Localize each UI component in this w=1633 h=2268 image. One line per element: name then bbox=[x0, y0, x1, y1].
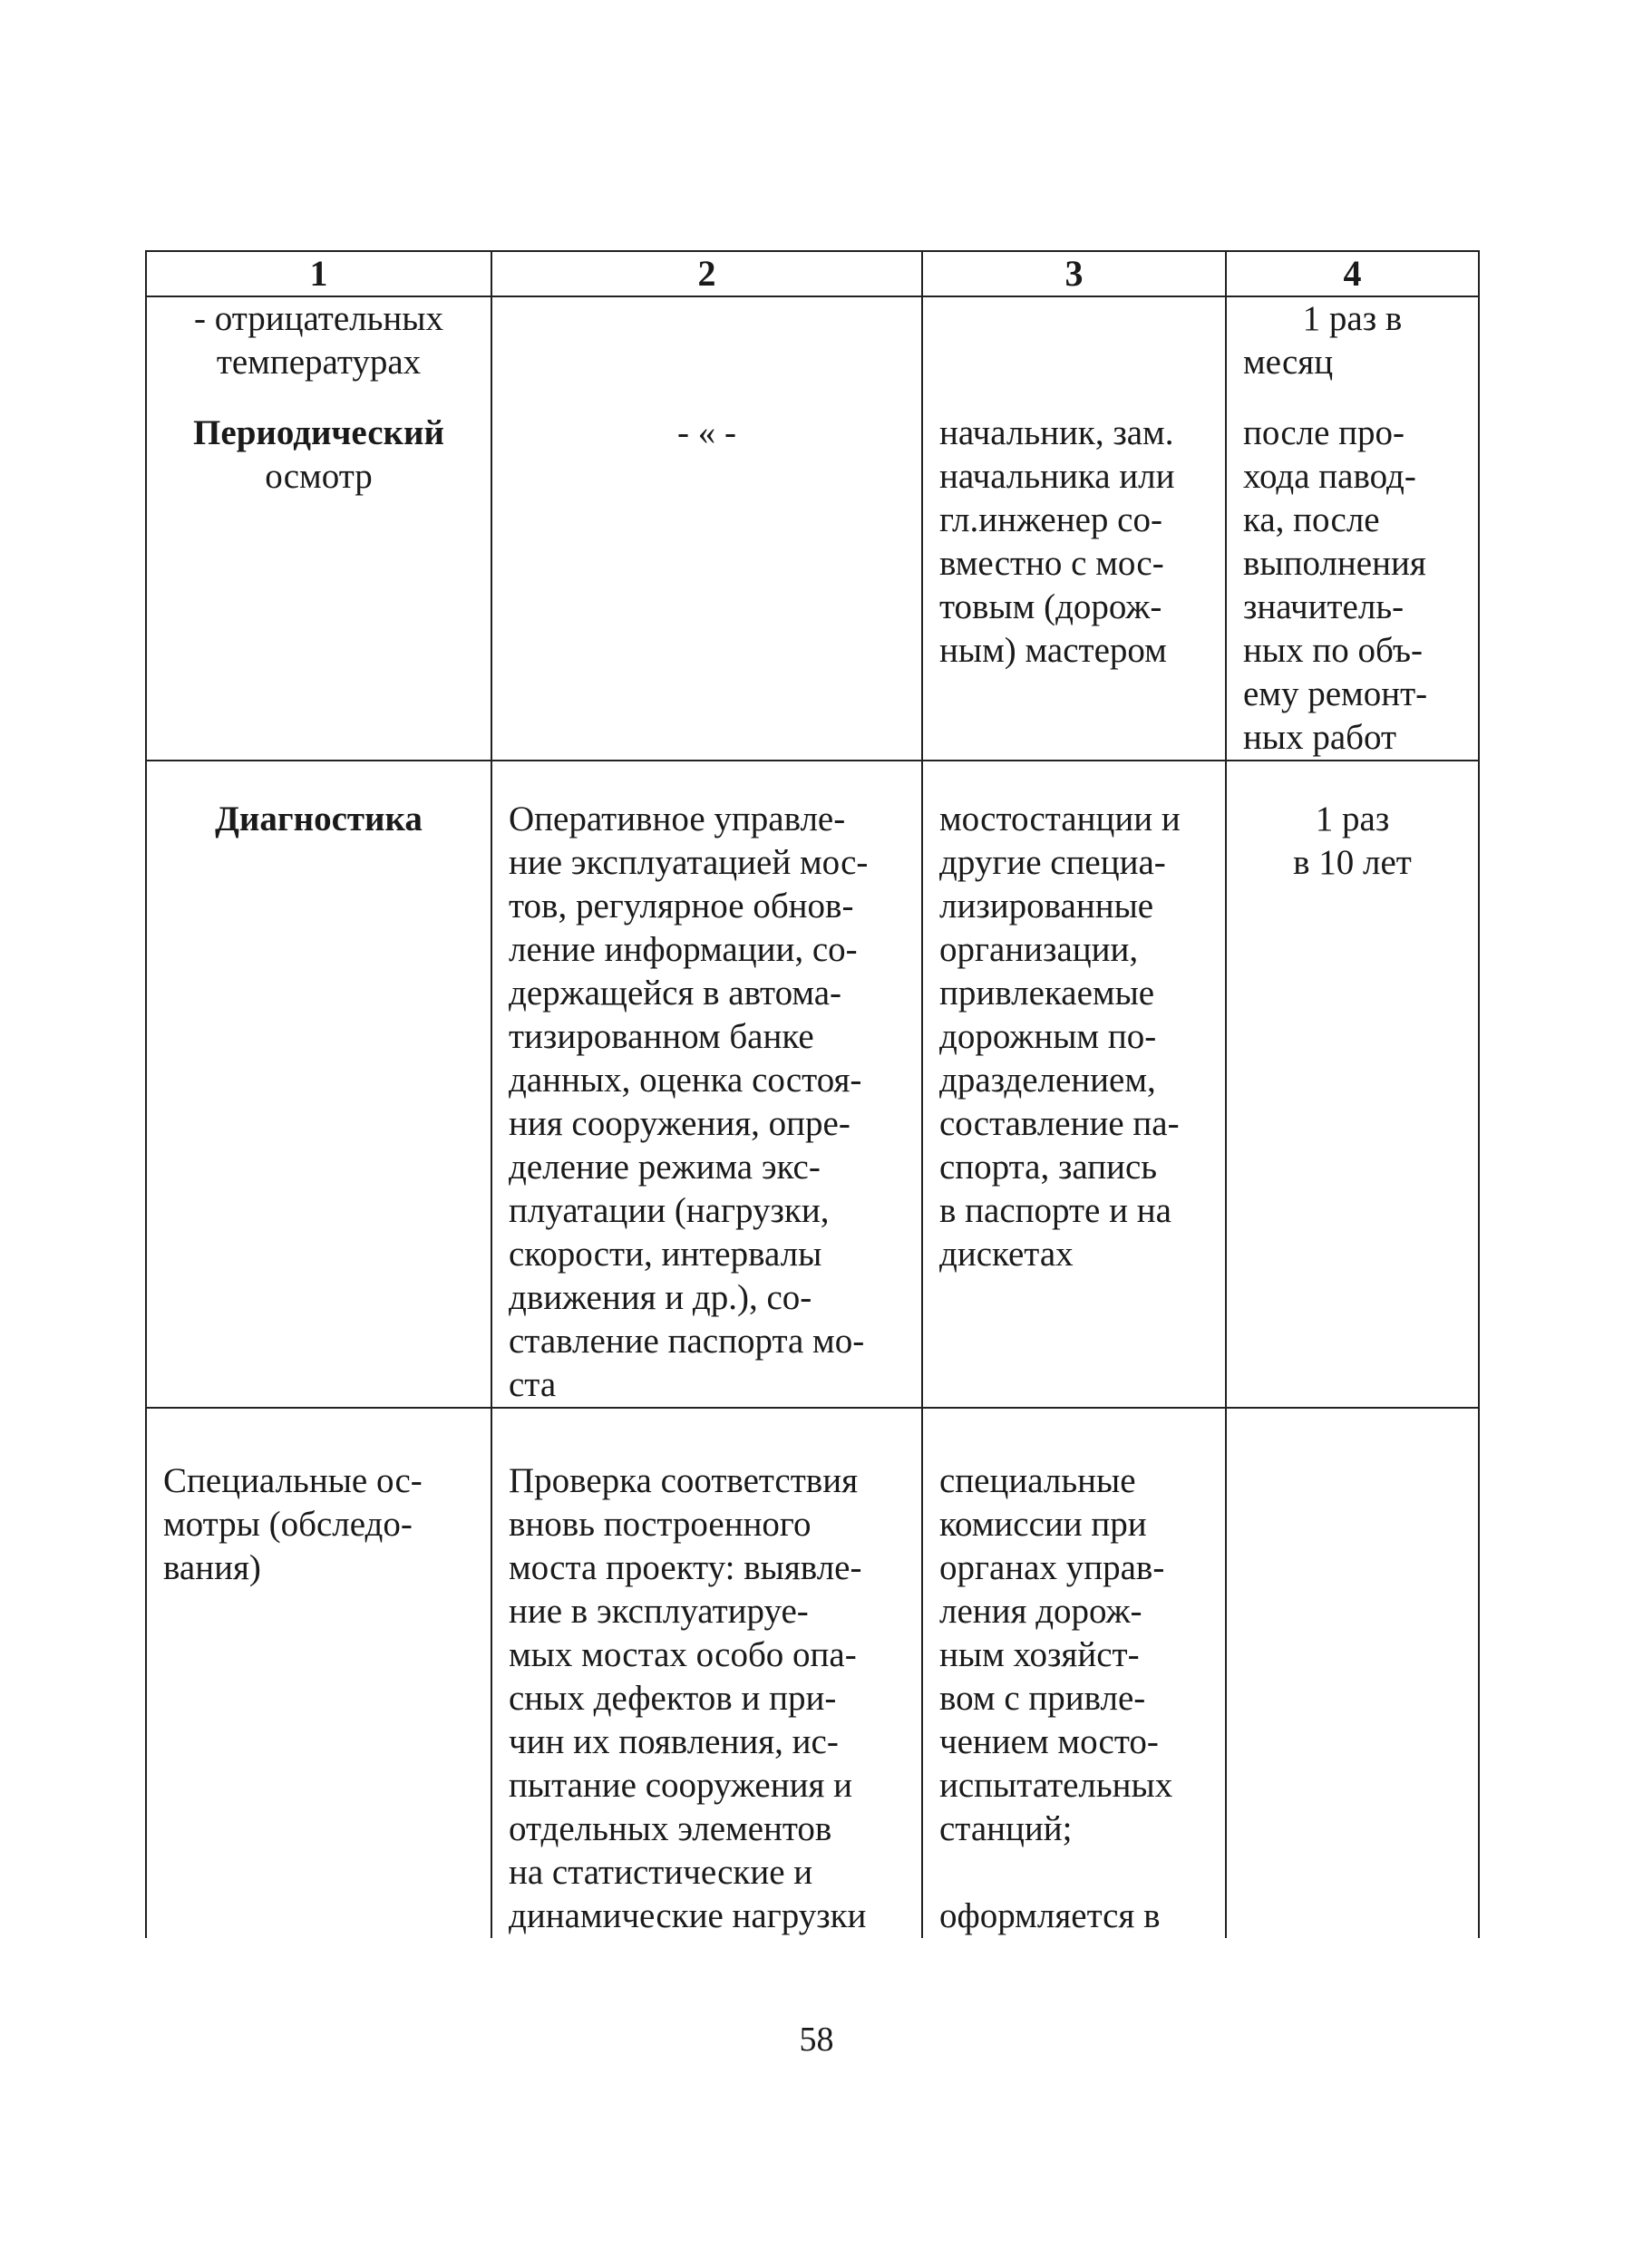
row3-col1-cell bbox=[146, 761, 491, 1408]
row4-col3-spacer bbox=[939, 1851, 1209, 1895]
row2-col1-line1: Периодический bbox=[193, 413, 444, 452]
row3-col2-line: ния сооружения, опре- bbox=[509, 1104, 851, 1143]
row2-col2-ditto: - « - bbox=[677, 413, 736, 452]
row2-col3-line: начальника или bbox=[939, 457, 1175, 496]
row2-col4-line: ных по объ- bbox=[1243, 631, 1423, 670]
page-number: 58 bbox=[799, 2021, 834, 2059]
row1-col1-cell bbox=[146, 296, 491, 384]
row4-col2-cell bbox=[491, 1408, 922, 1938]
row1-col1-line1: - отрицательных bbox=[194, 299, 443, 338]
row3-col2-line: тов, регулярное обнов- bbox=[509, 887, 854, 926]
row2-col3-line: товым (дорож- bbox=[939, 587, 1162, 626]
row4-col4-cell bbox=[1226, 1408, 1479, 1938]
row4-col2-line: моста проекту: выявле- bbox=[509, 1548, 862, 1587]
row3-col3-line: составление па- bbox=[939, 1104, 1180, 1143]
row2-col4-line: выполнения bbox=[1243, 544, 1426, 583]
row3-col2-line: данных, оценка состоя- bbox=[509, 1061, 862, 1100]
table-row bbox=[146, 761, 1479, 1408]
row2-col1-line2: осмотр bbox=[265, 457, 373, 496]
row3-col2-line: ста bbox=[509, 1365, 557, 1404]
row3-col2-line: ление информации, со- bbox=[509, 930, 858, 969]
column-header-3: 3 bbox=[922, 251, 1226, 296]
row2-col4-line: хода павод- bbox=[1243, 457, 1416, 496]
row2-col4-line: ему ремонт- bbox=[1243, 674, 1428, 713]
row4-col2-line: чин их появления, ис- bbox=[509, 1722, 839, 1761]
row3-col2-line: ние эксплуатацией мос- bbox=[509, 843, 869, 882]
row4-col3-line: испытательных bbox=[939, 1766, 1173, 1805]
row4-col2-line: вновь построенного bbox=[509, 1505, 812, 1544]
row4-col3-line: чением мосто- bbox=[939, 1722, 1159, 1761]
row2-col3-line: гл.инженер со- bbox=[939, 500, 1162, 539]
row4-col1-line: Специальные ос- bbox=[163, 1461, 423, 1500]
column-header-4: 4 bbox=[1226, 251, 1479, 296]
table-row bbox=[146, 1408, 1479, 1938]
row4-col3-line: оформляется в bbox=[939, 1896, 1161, 1935]
row3-col2-cell bbox=[491, 761, 922, 1408]
row2-col3-line: начальник, зам. bbox=[939, 413, 1174, 452]
row2-col4-line: значитель- bbox=[1243, 587, 1405, 626]
row2-col4-line: ка, после bbox=[1243, 500, 1380, 539]
row4-col2-line: пытание сооружения и bbox=[509, 1766, 853, 1805]
table-row bbox=[146, 384, 1479, 761]
row2-col4-line: ных работ bbox=[1243, 718, 1397, 757]
row4-col2-line: ние в эксплуатируе- bbox=[509, 1592, 809, 1631]
row3-col2-line: плуатации (нагрузки, bbox=[509, 1191, 830, 1230]
row3-col2-line: держащейся в автома- bbox=[509, 974, 842, 1013]
row1-col3-cell bbox=[922, 296, 1226, 384]
column-header-2: 2 bbox=[491, 251, 922, 296]
row3-col2-line: деление режима экс- bbox=[509, 1148, 821, 1187]
row4-col3-line: станций; bbox=[939, 1809, 1073, 1848]
row4-col1-line: вания) bbox=[163, 1548, 261, 1587]
table-row bbox=[146, 296, 1479, 384]
row4-col3-line: ным хозяйст- bbox=[939, 1635, 1140, 1674]
row3-col3-line: дразделением, bbox=[939, 1061, 1156, 1100]
row3-col3-line: спорта, запись bbox=[939, 1148, 1158, 1187]
row3-col3-line: дорожным по- bbox=[939, 1017, 1157, 1056]
row4-col3-line: вом с привле- bbox=[939, 1679, 1146, 1718]
row3-col2-line: Оперативное управле- bbox=[509, 800, 846, 838]
row4-col2-line: мых мостах особо опа- bbox=[509, 1635, 857, 1674]
row3-col1-line: Диагностика bbox=[215, 800, 423, 838]
row1-col4-line1: 1 раз в bbox=[1302, 299, 1403, 338]
row3-col4-line1: 1 раз bbox=[1315, 800, 1390, 838]
row3-col4-line2: в 10 лет bbox=[1293, 843, 1412, 882]
row1-col2-cell bbox=[491, 296, 922, 384]
row2-col3-line: ным) мастером bbox=[939, 631, 1167, 670]
row2-col4-line: после про- bbox=[1243, 413, 1405, 452]
row3-col3-line: привлекаемые bbox=[939, 974, 1155, 1013]
row3-col3-line: лизированные bbox=[939, 887, 1154, 926]
row3-col2-line: ставление паспорта мо- bbox=[509, 1322, 865, 1361]
row3-col3-line: мостостанции и bbox=[939, 800, 1181, 838]
row1-col1-line2: температурах bbox=[216, 343, 422, 382]
inspection-table bbox=[145, 250, 1480, 1938]
row4-col1-cell bbox=[146, 1408, 491, 1938]
row2-col4-cell bbox=[1226, 384, 1479, 761]
row1-col4-line2: месяц bbox=[1243, 343, 1334, 382]
row4-col3-line: специальные bbox=[939, 1461, 1136, 1500]
row4-col2-line: Проверка соответствия bbox=[509, 1461, 859, 1500]
row3-col2-line: тизированном банке bbox=[509, 1017, 814, 1056]
row2-col2-cell bbox=[491, 384, 922, 761]
row3-col2-line: скорости, интервалы bbox=[509, 1235, 822, 1274]
row1-col4-cell bbox=[1226, 296, 1479, 384]
column-header-1: 1 bbox=[146, 251, 491, 296]
row2-col1-cell bbox=[146, 384, 491, 761]
row3-col2-line: движения и др.), со- bbox=[509, 1278, 812, 1317]
row4-col3-line: комиссии при bbox=[939, 1505, 1147, 1544]
row4-col3-line: ления дорож- bbox=[939, 1592, 1142, 1631]
row3-col4-cell bbox=[1226, 761, 1479, 1408]
row4-col3-line: органах управ- bbox=[939, 1548, 1165, 1587]
row3-col3-line: в паспорте и на bbox=[939, 1191, 1171, 1230]
row4-col2-line: динамические нагрузки bbox=[509, 1896, 867, 1935]
row4-col2-line: на статистические и bbox=[509, 1853, 813, 1892]
row4-col2-line: отдельных элементов bbox=[509, 1809, 832, 1848]
row2-col3-cell bbox=[922, 384, 1226, 761]
table-header-row bbox=[146, 251, 1479, 296]
row3-col3-cell bbox=[922, 761, 1226, 1408]
row3-col3-line: другие специа- bbox=[939, 843, 1166, 882]
row4-col1-line: мотры (обследо- bbox=[163, 1505, 413, 1544]
row4-col2-line: сных дефектов и при- bbox=[509, 1679, 837, 1718]
row4-col3-cell bbox=[922, 1408, 1226, 1938]
row2-col3-line: вместно с мос- bbox=[939, 544, 1164, 583]
row3-col3-line: организации, bbox=[939, 930, 1139, 969]
row3-col3-line: дискетах bbox=[939, 1235, 1074, 1274]
